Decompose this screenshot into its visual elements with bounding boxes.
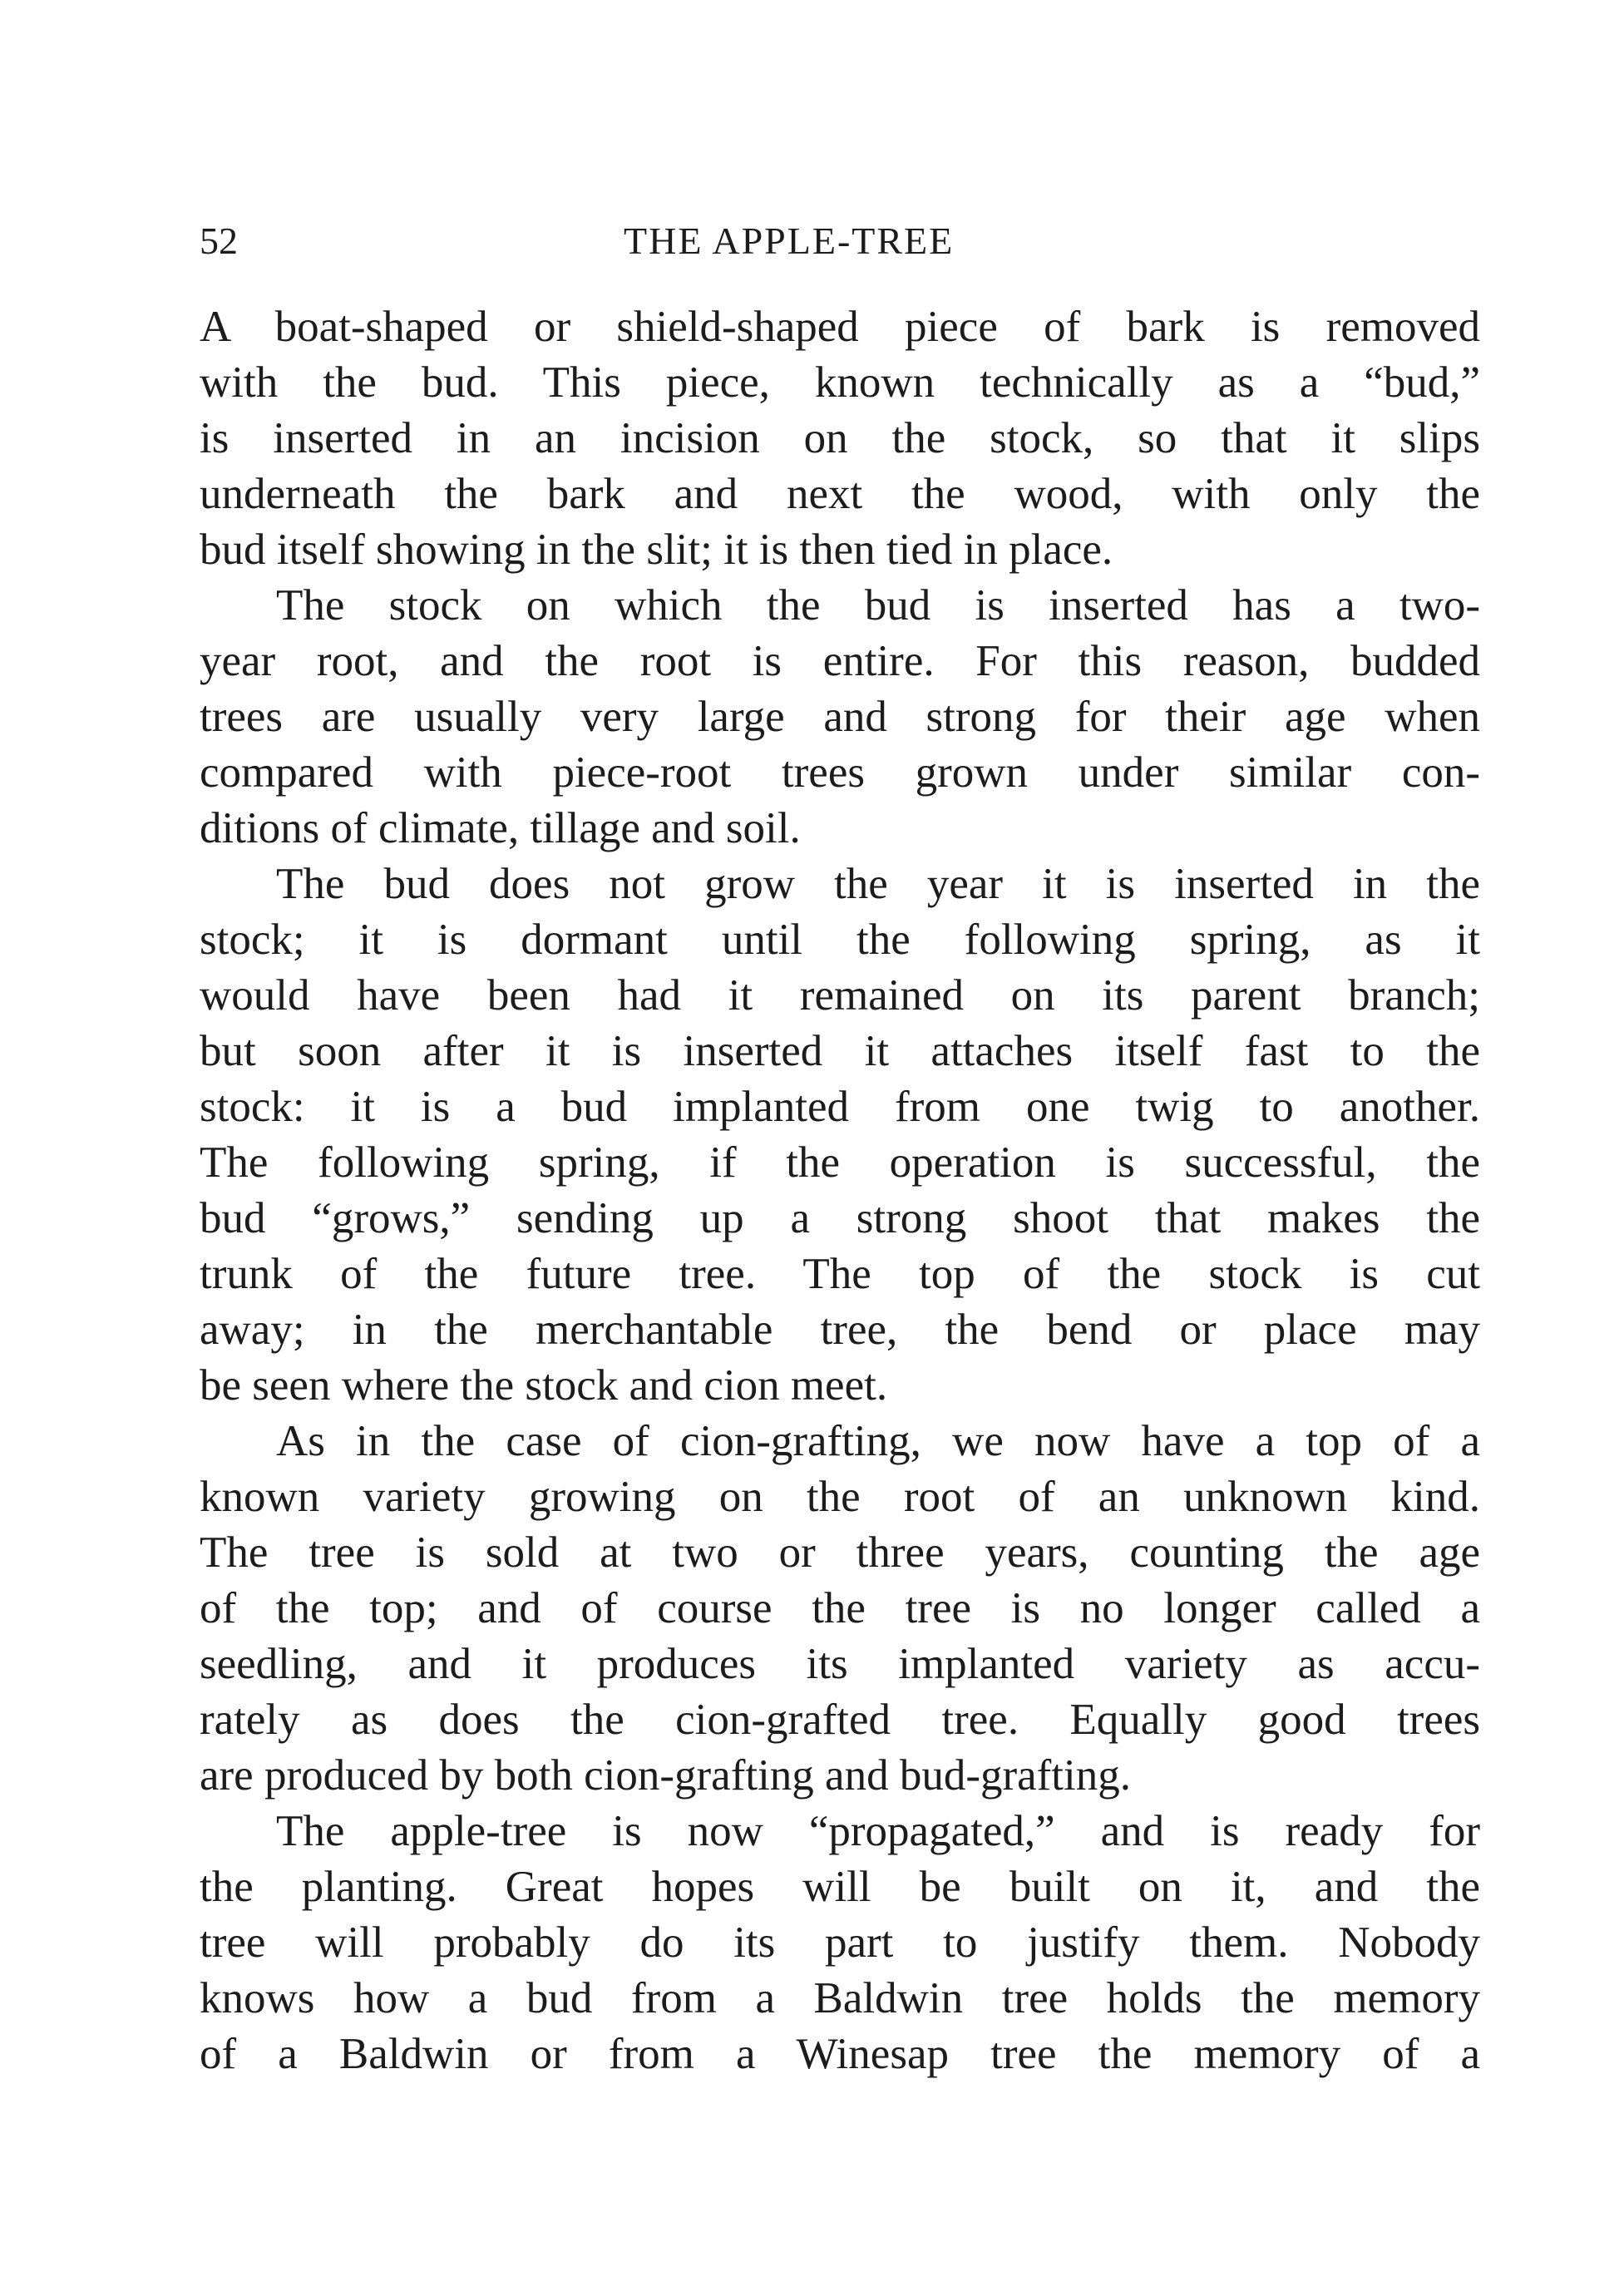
text-line: bud “grows,” sending up a strong shoot that makes the xyxy=(200,1194,1480,1242)
text-line: known variety growing on the root of an unknown kind. xyxy=(200,1473,1480,1521)
text-line: The following spring, if the operation is successful, the xyxy=(200,1138,1480,1187)
text-line: The apple-tree is now “propagated,” and is ready for xyxy=(276,1807,1480,1855)
text-line: but soon after it is inserted it attaches itself fast to the xyxy=(200,1027,1480,1075)
text-line: away; in the merchantable tree, the bend or place may xyxy=(200,1306,1480,1354)
text-line: rately as does the cion-grafted tree. Equally good trees xyxy=(200,1696,1480,1744)
running-title: THE APPLE-TREE xyxy=(624,220,955,262)
text-line: seedling, and it produces its implanted variety as accu- xyxy=(200,1640,1480,1688)
text-line: compared with piece-root trees grown under similar con- xyxy=(200,748,1480,797)
running-head xyxy=(200,212,1480,270)
text-line: of a Baldwin or from a Winesap tree the memory of a xyxy=(200,2030,1480,2078)
text-line: As in the case of cion-grafting, we now have a top of a xyxy=(276,1417,1480,1465)
text-line: with the bud. This piece, known technically as a “bud,” xyxy=(200,358,1480,407)
text-line: trunk of the future tree. The top of the stock is cut xyxy=(200,1250,1480,1298)
text-line: is inserted in an incision on the stock, so that it slips xyxy=(200,414,1480,462)
text-line: tree will probably do its part to justify them. Nobody xyxy=(200,1918,1480,1967)
text-line: underneath the bark and next the wood, with only the xyxy=(200,470,1480,518)
text-line: stock; it is dormant until the following spring, as it xyxy=(200,916,1480,964)
text-line: year root, and the root is entire. For this reason, budded xyxy=(200,637,1480,685)
body-text xyxy=(200,299,1480,2082)
text-line: bud itself showing in the slit; it is then tied in place. xyxy=(200,526,1113,574)
text-line: The bud does not grow the year it is inserted in the xyxy=(276,860,1480,908)
text-line: the planting. Great hopes will be built on it, and the xyxy=(200,1863,1480,1911)
text-line: ditions of climate, tillage and soil. xyxy=(200,804,801,852)
page-number: 52 xyxy=(200,220,238,262)
text-line: knows how a bud from a Baldwin tree holds the memory xyxy=(200,1974,1480,2022)
text-line: trees are usually very large and strong for their age when xyxy=(200,693,1480,741)
text-line: The tree is sold at two or three years, counting the age xyxy=(200,1528,1480,1577)
text-line: would have been had it remained on its parent branch; xyxy=(200,971,1480,1020)
text-line: stock: it is a bud implanted from one twig to another. xyxy=(200,1083,1480,1131)
text-line: be seen where the stock and cion meet. xyxy=(200,1361,888,1410)
text-line: A boat-shaped or shield-shaped piece of bark is removed xyxy=(200,303,1480,351)
text-line: of the top; and of course the tree is no longer called a xyxy=(200,1584,1480,1632)
text-line: are produced by both cion-grafting and bud-grafting. xyxy=(200,1751,1131,1800)
text-line: The stock on which the bud is inserted has a two- xyxy=(276,581,1480,630)
